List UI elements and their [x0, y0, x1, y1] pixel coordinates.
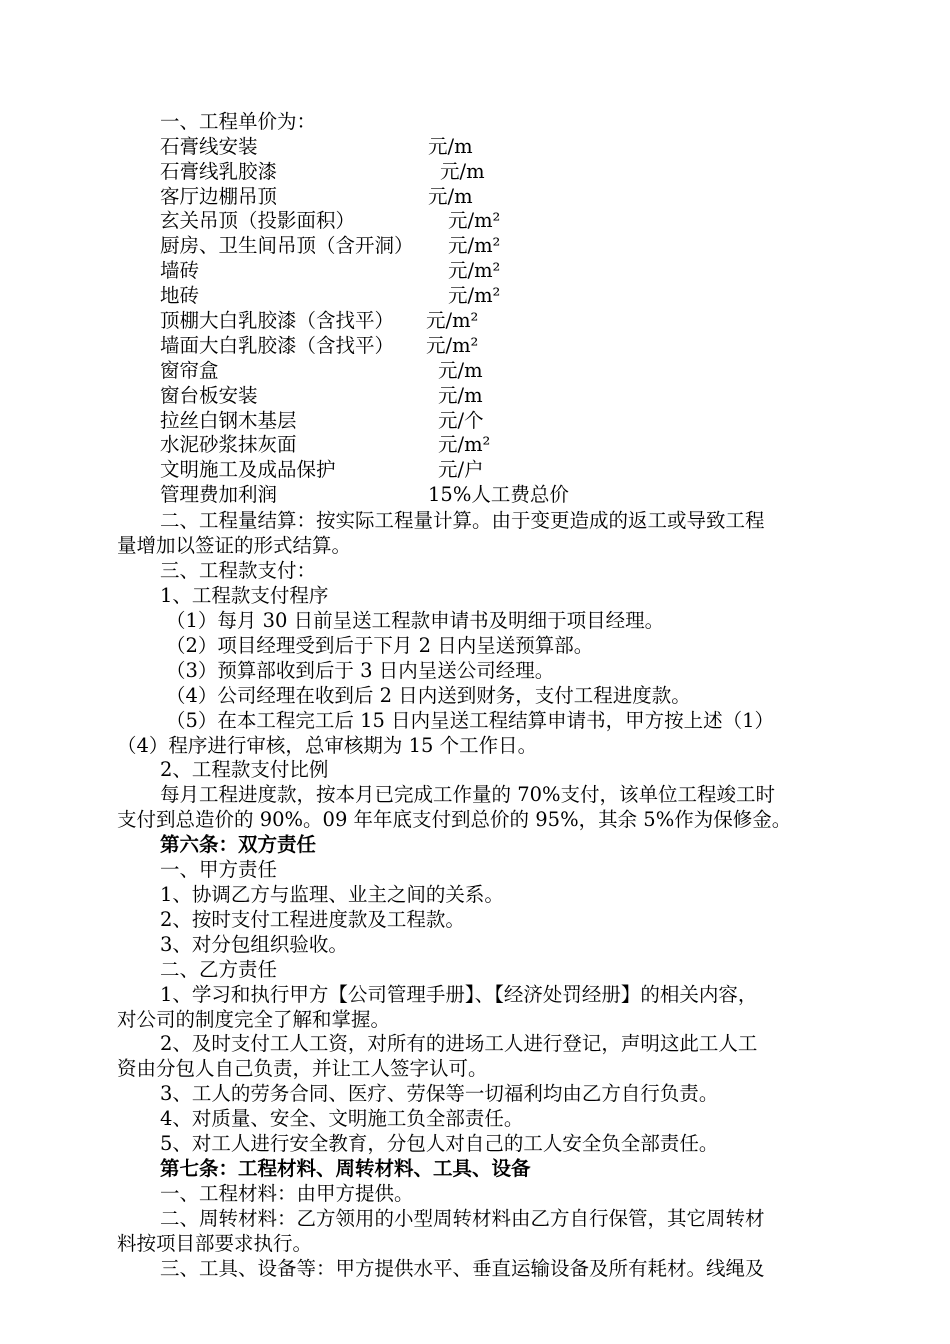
price-item-unit: 元/m	[428, 135, 473, 158]
price-item-unit: 元/m²	[448, 284, 501, 307]
price-item-unit: 元/户	[438, 458, 484, 481]
price-item-name: 石膏线安装	[160, 135, 258, 158]
payment-step: （1）每月 30 日前呈送工程款申请书及明细于项目经理。	[166, 609, 665, 632]
materials-item: 一、工程材料：由甲方提供。	[160, 1182, 414, 1205]
price-item-unit: 15%人工费总价	[428, 483, 569, 506]
price-item-name: 客厅边棚吊顶	[160, 185, 278, 208]
party-b-item: 4、对质量、安全、文明施工负全部责任。	[160, 1107, 524, 1130]
price-item-unit: 元/个	[438, 409, 484, 432]
party-a-heading: 一、甲方责任	[160, 858, 278, 881]
price-item-name: 石膏线乳胶漆	[160, 160, 278, 183]
party-b-item: 资由分包人自己负责，并让工人签字认可。	[117, 1057, 488, 1080]
materials-item: 二、周转材料：乙方领用的小型周转材料由乙方自行保管，其它周转材	[160, 1207, 765, 1230]
payment-step: （4）程序进行审核，总审核期为 15 个工作日。	[117, 734, 538, 757]
article-seven-title: 第七条：工程材料、周转材料、工具、设备	[160, 1157, 531, 1180]
price-item-unit: 元/m²	[448, 209, 501, 232]
payment-step: （4）公司经理在收到后 2 日内送到财务，支付工程进度款。	[166, 684, 691, 707]
price-item-name: 墙面大白乳胶漆（含找平）	[160, 334, 395, 357]
payment-step: （2）项目经理受到后于下月 2 日内呈送预算部。	[166, 634, 594, 657]
price-item-name: 窗台板安装	[160, 384, 258, 407]
price-item-name: 拉丝白钢木基层	[160, 409, 297, 432]
party-a-item: 3、对分包组织验收。	[160, 933, 348, 956]
settlement-line: 二、工程量结算：按实际工程量计算。由于变更造成的返工或导致工程	[160, 509, 765, 532]
price-item-name: 窗帘盒	[160, 359, 219, 382]
party-b-item: 1、学习和执行甲方【公司管理手册】、【经济处罚经册】的相关内容，	[160, 983, 758, 1006]
price-item-unit: 元/m²	[426, 309, 479, 332]
payment-heading: 三、工程款支付：	[160, 559, 317, 582]
price-item-name: 厨房、卫生间吊顶（含开洞）	[160, 234, 414, 257]
materials-item: 料按项目部要求执行。	[117, 1232, 313, 1255]
unit-price-heading: 一、工程单价为：	[160, 110, 317, 133]
payment-step: （5）在本工程完工后 15 日内呈送工程结算申请书，甲方按上述（1）	[166, 709, 775, 732]
party-a-item: 1、协调乙方与监理、业主之间的关系。	[160, 883, 504, 906]
price-item-name: 顶棚大白乳胶漆（含找平）	[160, 309, 395, 332]
price-item-unit: 元/m²	[426, 334, 479, 357]
price-item-name: 地砖	[160, 284, 200, 307]
party-a-item: 2、按时支付工程进度款及工程款。	[160, 908, 465, 931]
payment-step: （3）预算部收到后于 3 日内呈送公司经理。	[166, 659, 555, 682]
price-item-unit: 元/m²	[448, 234, 501, 257]
price-item-unit: 元/m	[440, 160, 485, 183]
price-item-unit: 元/m	[438, 359, 483, 382]
materials-item: 三、工具、设备等：甲方提供水平、垂直运输设备及所有耗材。线绳及	[160, 1257, 765, 1280]
payment-ratio-heading: 2、工程款支付比例	[160, 758, 329, 781]
price-item-unit: 元/m	[428, 185, 473, 208]
price-item-name: 玄关吊顶（投影面积）	[160, 209, 356, 232]
price-item-name: 管理费加利润	[160, 483, 278, 506]
party-b-heading: 二、乙方责任	[160, 958, 278, 981]
payment-procedure-heading: 1、工程款支付程序	[160, 584, 329, 607]
price-item-unit: 元/m	[438, 384, 483, 407]
settlement-line: 量增加以签证的形式结算。	[117, 534, 352, 557]
price-item-name: 文明施工及成品保护	[160, 458, 336, 481]
party-b-item: 2、及时支付工人工资，对所有的进场工人进行登记，声明这此工人工	[160, 1032, 758, 1055]
price-item-name: 墙砖	[160, 259, 200, 282]
price-item-unit: 元/m²	[448, 259, 501, 282]
payment-ratio-text: 支付到总造价的 90%。09 年年底支付到总价的 95%，其余 5%作为保修金。	[117, 808, 792, 831]
payment-ratio-text: 每月工程进度款，按本月已完成工作量的 70%支付，该单位工程竣工时	[160, 783, 776, 806]
price-item-name: 水泥砂浆抹灰面	[160, 433, 297, 456]
party-b-item: 3、工人的劳务合同、医疗、劳保等一切福利均由乙方自行负责。	[160, 1082, 719, 1105]
party-b-item: 5、对工人进行安全教育，分包人对自己的工人安全负全部责任。	[160, 1132, 719, 1155]
price-item-unit: 元/m²	[438, 433, 491, 456]
article-six-title: 第六条：双方责任	[160, 833, 317, 856]
party-b-item: 对公司的制度完全了解和掌握。	[117, 1008, 391, 1031]
